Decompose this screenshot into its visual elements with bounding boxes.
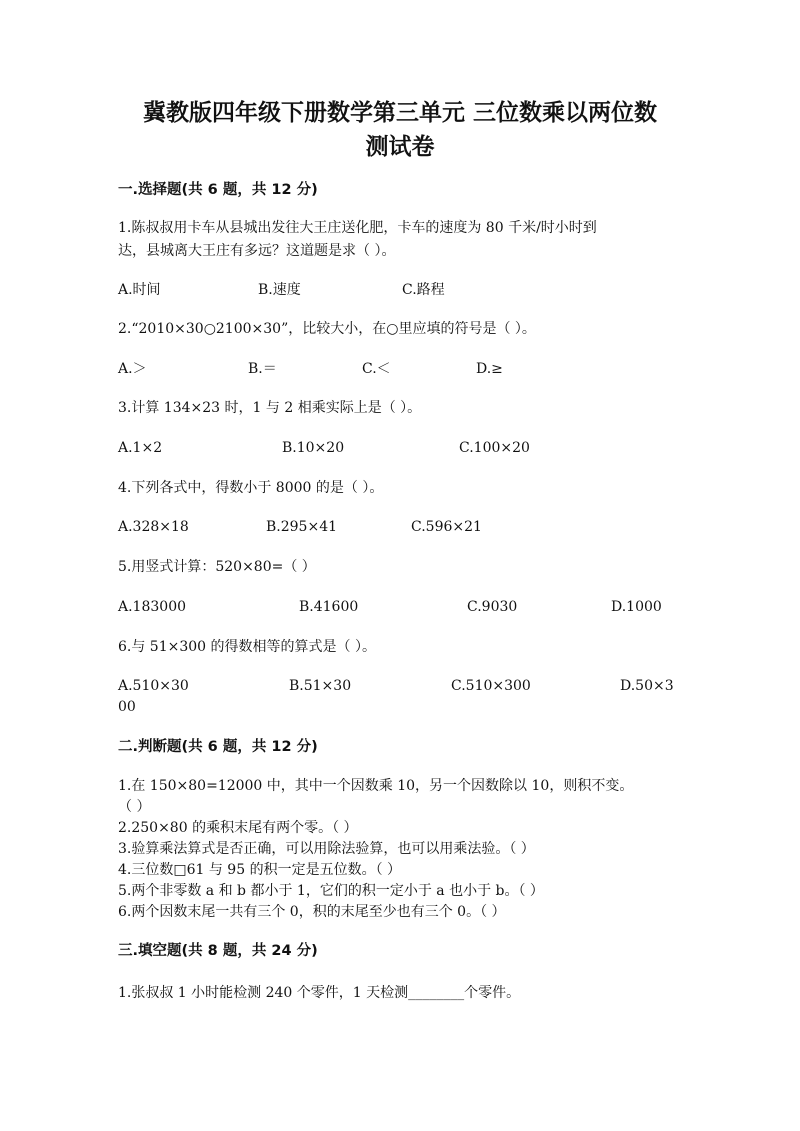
question-6-text: 6.与 51×300 的得数相等的算式是（ ）。: [118, 639, 376, 655]
question-5-option-c: C.9030: [467, 599, 518, 615]
judge-item-5: 5.两个非零数 a 和 b 都小于 1，它们的积一定小于 a 也小于 b。（ ）: [118, 883, 544, 899]
judge-item-1-bracket: （ ）: [118, 799, 151, 815]
question-5-option-d: D.1000: [611, 599, 662, 615]
judge-item-3: 3.验算乘法算式是否正确，可以用除法验算，也可以用乘法验。（ ）: [118, 841, 535, 857]
paper-title-line2: 测试卷: [365, 134, 435, 160]
question-3-option-a: A.1×2: [118, 440, 163, 456]
question-6-option-a: A.510×30: [118, 678, 189, 694]
question-1-option-c: C.路程: [402, 282, 445, 298]
section-heading-true-false: 二.判断题(共 6 题，共 12 分): [118, 739, 318, 755]
question-5-text: 5.用竖式计算：520×80=（ ）: [118, 559, 316, 575]
question-4-text: 4.下列各式中，得数小于 8000 的是（ ）。: [118, 480, 384, 496]
section-heading-multiple-choice: 一.选择题(共 6 题，共 12 分): [118, 182, 318, 198]
question-5-option-b: B.41600: [299, 599, 359, 615]
judge-item-6: 6.两个因数末尾一共有三个 0，积的末尾至少也有三个 0。（ ）: [118, 904, 506, 920]
question-1-option-b: B.速度: [258, 282, 301, 298]
question-6-option-b: B.51×30: [289, 678, 352, 694]
question-6-option-d-wrap: 00: [118, 699, 136, 715]
judge-item-2: 2.250×80 的乘积末尾有两个零。（ ）: [118, 820, 358, 836]
question-4-option-a: A.328×18: [118, 519, 189, 535]
paper-title-line1: 冀教版四年级下册数学第三单元 三位数乘以两位数: [142, 100, 657, 126]
question-3-text: 3.计算 134×23 时，1 与 2 相乘实际上是（ ）。: [118, 400, 422, 416]
question-2-text: 2.“2010×30○2100×30”，比较大小，在○里应填的符号是（ ）。: [118, 321, 536, 337]
question-6-option-c: C.510×300: [451, 678, 531, 694]
judge-item-4: 4.三位数□61 与 95 的积一定是五位数。（ ）: [118, 862, 402, 878]
question-2-option-c: C.＜: [362, 361, 391, 377]
question-1-line1: 1.陈叔叔用卡车从县城出发往大王庄送化肥，卡车的速度为 80 千米/时小时到: [118, 220, 597, 236]
question-5-option-a: A.183000: [118, 599, 187, 615]
section-heading-fill-blank: 三.填空题(共 8 题，共 24 分): [118, 943, 318, 959]
question-4-option-b: B.295×41: [266, 519, 338, 535]
question-4-option-c: C.596×21: [411, 519, 482, 535]
question-3-option-b: B.10×20: [282, 440, 345, 456]
question-6-option-d: D.50×3: [620, 678, 674, 694]
question-2-option-b: B.＝: [248, 361, 277, 377]
question-2-option-d: D.≥: [476, 361, 503, 377]
question-1-option-a: A.时间: [118, 282, 161, 298]
question-3-option-c: C.100×20: [459, 440, 530, 456]
question-2-option-a: A.＞: [118, 361, 147, 377]
question-1-line2: 达，县城离大王庄有多远？这道题是求（ ）。: [118, 243, 396, 259]
fill-blank-item-1: 1.张叔叔 1 小时能检测 240 个零件，1 天检测________个零件。: [118, 985, 521, 1001]
judge-item-1: 1.在 150×80=12000 中，其中一个因数乘 10，另一个因数除以 10，则积不变。: [118, 778, 634, 794]
